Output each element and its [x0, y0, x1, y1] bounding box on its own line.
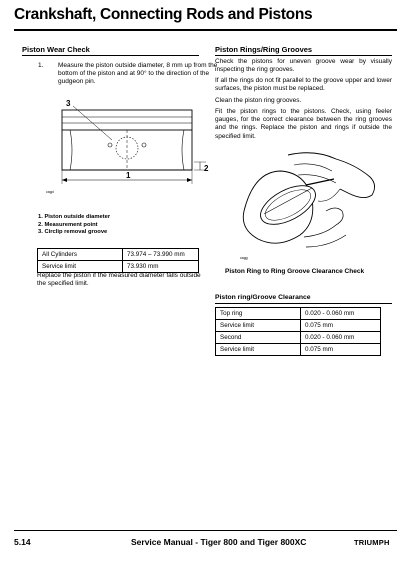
table-row: [216, 332, 381, 344]
figure-caption: Piston Ring to Ring Groove Clearance Check: [225, 268, 365, 275]
piston-diameter-table: [37, 248, 199, 273]
table-row: [216, 320, 381, 332]
footer-rule: [14, 530, 397, 531]
legend-item: 1. Piston outside diameter: [38, 214, 111, 220]
table-cell: 0.075 mm: [301, 344, 381, 356]
piston-wear-heading: Piston Wear Check: [22, 45, 90, 54]
legend-item: 2. Measurement point: [38, 221, 98, 228]
step-number: 1.: [38, 62, 44, 69]
table-cell: All Cylinders: [38, 249, 123, 261]
table-row: [216, 344, 381, 356]
section-rule: [215, 55, 392, 56]
table-row: [38, 249, 199, 261]
callout-1: 1: [126, 171, 131, 180]
step-text: Measure the piston outside diameter, 8 mm up from the bottom of the piston and at 90° to the direction of the gudgeon pin.: [58, 62, 218, 86]
clearance-table: [215, 307, 381, 356]
page-number: 5.14: [14, 537, 31, 547]
title-rule: [14, 29, 397, 31]
legend-item: 3. Circlip removal groove: [38, 229, 108, 235]
table-row: [38, 261, 199, 273]
para-check-grooves: Check the pistons for uneven groove wear by visually inspecting the ring grooves.: [215, 58, 392, 74]
brand-logo: TRIUMPH: [354, 538, 390, 547]
callout-2: 2: [204, 164, 209, 173]
table-cell: 0.020 - 0.060 mm: [301, 308, 381, 320]
table-cell: Top ring: [216, 308, 301, 320]
diagram-legend: [38, 214, 110, 237]
table-cell: Service limit: [38, 261, 123, 273]
section-rule: [215, 303, 392, 304]
para-clean-grooves: Clean the piston ring grooves.: [215, 97, 302, 104]
table-cell: Second: [216, 332, 301, 344]
table-cell: Service limit: [216, 320, 301, 332]
replace-note: Replace the piston if the measured diameter falls outside the specified limit.: [37, 272, 201, 288]
page-title: Crankshaft, Connecting Rods and Pistons: [14, 6, 313, 23]
table-row: [216, 308, 381, 320]
para-fit-rings: Fit the piston rings to the pistons. Check, using feeler gauges, for the correct clearance between the ring grooves and the rings. Replace the piston and rings if outside the specified limit.: [215, 108, 392, 140]
table-cell: 73.974 – 73.990 mm: [123, 249, 199, 261]
step-1: [38, 62, 228, 92]
table-cell: Service limit: [216, 344, 301, 356]
para-rings-parallel: If all the rings do not fit parallel to the groove upper and lower surfaces, the piston must be replaced.: [215, 77, 392, 93]
piston-diagram: [44, 98, 214, 208]
callout-3: 3: [66, 99, 71, 108]
table-cell: 73.930 mm: [123, 261, 199, 273]
piston-rings-heading: Piston Rings/Ring Grooves: [215, 45, 313, 54]
manual-title: Service Manual - Tiger 800 and Tiger 800XC: [131, 537, 307, 547]
section-rule: [22, 55, 199, 56]
table-cell: 0.020 - 0.060 mm: [301, 332, 381, 344]
figure-ref: cagg: [240, 256, 248, 260]
table-cell: 0.075 mm: [301, 320, 381, 332]
figure-ref: cagd: [46, 190, 54, 194]
clearance-heading: Piston ring/Groove Clearance: [215, 294, 311, 301]
feeler-gauge-figure: [236, 143, 386, 263]
